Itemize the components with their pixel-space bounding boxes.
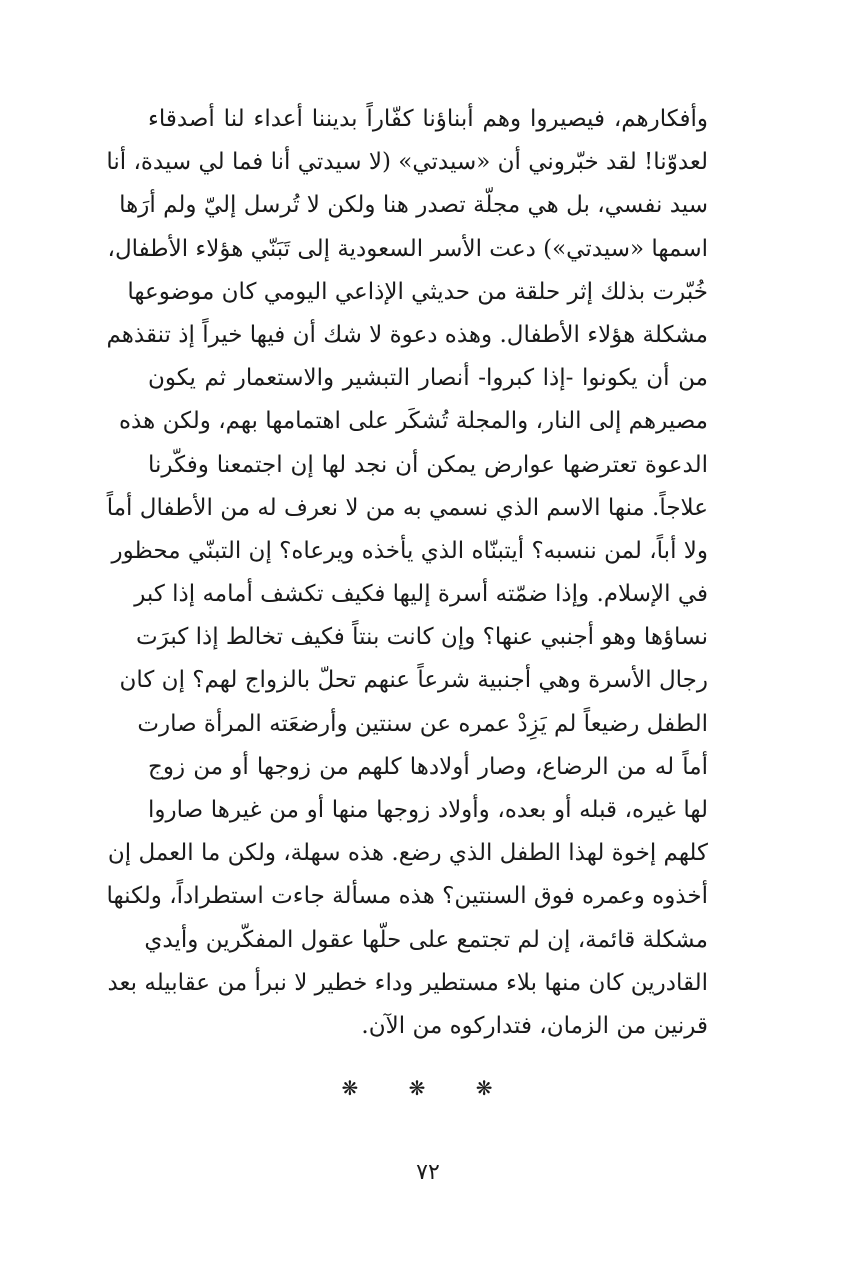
- text-line: كلهم إخوة لهذا الطفل الذي رضع. هذه سهلة، ولكن ما العمل إن: [107, 840, 708, 867]
- text-line: لها غيره، قبله أو بعده، وأولاد زوجها منها أو من غيرها صاروا: [148, 797, 708, 823]
- text-line: وأفكارهم، فيصيروا وهم أبناؤنا كفّاراً بديننا أعداء لنا أصدقاء: [148, 106, 708, 132]
- text-line: من أن يكونوا -إذا كبروا- أنصار التبشير والاستعمار ثم يكون: [148, 365, 709, 392]
- text-line: مصيرهم إلى النار، والمجلة تُشكَر على اهتمامها بهم، ولكن هذه: [119, 408, 708, 435]
- text-line: ولا أباً، لمن ننسبه؟ أيتبنّاه الذي يأخذه ويرعاه؟ إن التبنّي محظور: [111, 537, 708, 564]
- text-line: القادرين كان منها بلاء مستطير وداء خطير لا نبرأ من عقابيله بعد: [107, 969, 708, 996]
- text-line: سيد نفسي، بل هي مجلّة تصدر هنا ولكن لا تُرسل إليّ ولم أرَها: [119, 192, 708, 219]
- text-line: أماً له من الرضاع، وصار أولادها كلهم من زوجها أو من زوج: [148, 753, 708, 780]
- text-line: اسمها «سيدتي») دعت الأسر السعودية إلى تَبَنّي هؤلاء الأطفال،: [107, 235, 708, 262]
- asterism-glyph: ❋: [341, 1076, 381, 1100]
- text-line: الدعوة تعترضها عوارض يمكن أن نجد لها إن اجتمعنا وفكّرنا: [148, 451, 708, 478]
- text-line: الطفل رضيعاً لم يَزِدْ عمره عن سنتين وأرضعَته المرأة صارت: [137, 710, 708, 737]
- text-line: أخذوه وعمره فوق السنتين؟ هذه مسألة جاءت استطراداً، ولكنها: [106, 883, 708, 910]
- text-line: قرنين من الزمان، فتداركوه من الآن.: [361, 1012, 708, 1039]
- text-line: رجال الأسرة وهي أجنبية شرعاً عنهم تحلّ بالزواج لهم؟ إن كان: [119, 667, 708, 694]
- asterism-glyph: ❋: [408, 1076, 448, 1100]
- page-number: ٧٢: [416, 1160, 440, 1185]
- text-line: مشكلة هؤلاء الأطفال. وهذه دعوة لا شك أن فيها خيراً إذ تنقذهم: [106, 321, 708, 348]
- text-line: نساؤها وهو أجنبي عنها؟ وإن كانت بنتاً فكيف تخالط إذا كبرَت: [136, 624, 708, 651]
- text-line: لعدوّنا! لقد خبّروني أن «سيدتي» (لا سيدتي أنا فما لي سيدة، أنا: [106, 149, 708, 176]
- text-line: في الإسلام. وإذا ضمّته أسرة إليها فكيف تكشف أمامه إذا كبر: [134, 581, 708, 608]
- text-line: خُبّرت بذلك إثر حلقة من حديثي الإذاعي اليومي كان موضوعها: [127, 278, 708, 305]
- text-line: مشكلة قائمة، إن لم تجتمع على حلّها عقول المفكّرين وأيدي: [144, 926, 708, 953]
- body-text: [106, 98, 709, 1048]
- section-separator: [0, 1076, 856, 1100]
- text-line: علاجاً. منها الاسم الذي نسمي به من لا نعرف له من الأطفال أماً: [106, 494, 708, 521]
- asterism-glyph: ❋: [475, 1076, 515, 1100]
